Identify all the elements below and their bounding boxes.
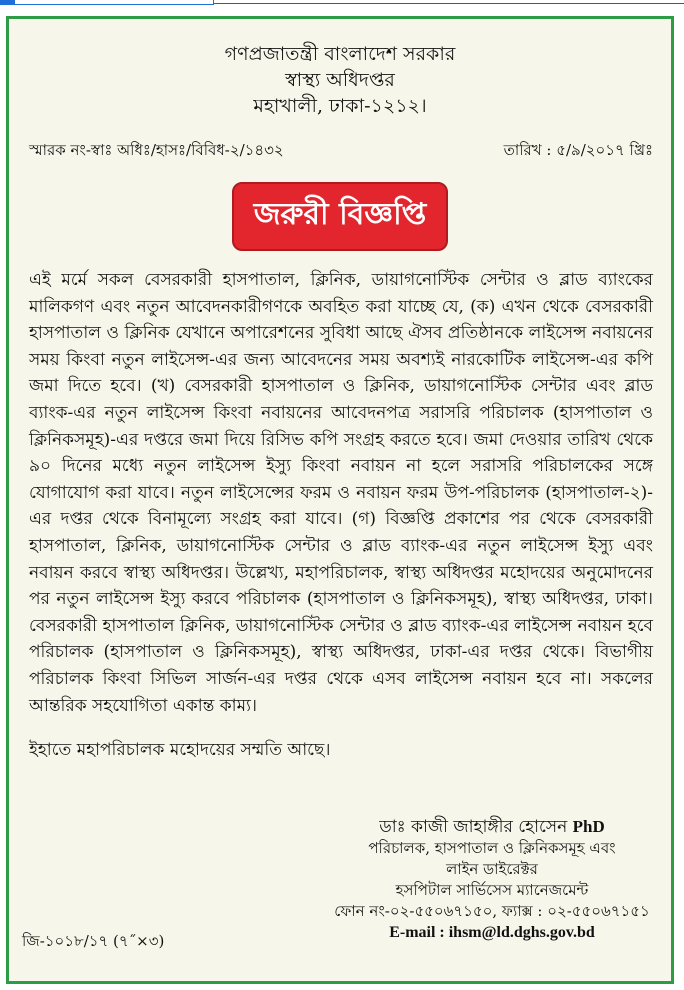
- notice-body: এই মর্মে সকল বেসরকারী হাসপাতাল, ক্লিনিক, ডায়াগনোস্টিক সেন্টার ও ব্লাড ব্যাংকের মালিকগণ এবং নতুন আবেদনকারীগণকে অবহিত করা যাচ্ছে যে, (ক) এখন থেকে বেসরকারী হাসপাতাল ও ক্লিনিক যেখানে অপারেশনের সুবিধা আছে ঐসব প্রতিষ্ঠানকে লাইসেন্স নবায়নের সময় কিংবা নতুন লাইসেন্স-এর জন্য আবেদনের সময় অবশ্যই নারকোটিক লাইসেন্স-এর কপি জমা দিতে হবে। (খ) বেসরকারী হাসপাতাল ও ক্লিনিক, ডায়াগনোস্টিক সেন্টার এবং ব্লাড ব্যাংক-এর নতুন লাইসেন্স কিংবা নবায়নের আবেদনপত্র সরাসরি পরিচালক (হাসপাতাল ও ক্লিনিকসমূহ)-এর দপ্তরে জমা দিয়ে রিসিভ কপি সংগ্রহ করতে হবে। জমা দেওয়ার তারিখ থেকে ৯০ দিনের মধ্যে নতুন লাইসেন্স ইস্যু কিংবা নবায়ন না হলে সরাসরি পরিচালকের সঙ্গে যোগাযোগ করা যাবে। নতুন লাইসেন্সের ফরম ও নবায়ন ফরম উপ-পরিচালক (হাসপাতাল-২)-এর দপ্তর থেকে বিনামূল্যে সংগ্রহ করা যাবে। (গ) বিজ্ঞপ্তি প্রকাশের পর থেকে বেসরকারী হাসপাতাল, ক্লিনিক, ডায়াগনোস্টিক সেন্টার ও ব্লাড ব্যাংক-এর নতুন লাইসেন্স ইস্যু এবং নবায়ন করবে স্বাস্থ্য অধিদপ্তর। উল্লেখ্য, মহাপরিচালক, স্বাস্থ্য অধিদপ্তর মহোদয়ের অনুমোদনের পর নতুন লাইসেন্স ইস্যু করবে পরিচালক (হাসপাতাল ও ক্লিনিকসমূহ), স্বাস্থ্য অধিদপ্তর, ঢাকা। বেসরকারী হাসপাতাল ক্লিনিক, ডায়াগনোস্টিক সেন্টার ও ব্লাড ব্যাংক-এর লাইসেন্স নবায়ন হবে পরিচালক (হাসপাতাল ও ক্লিনিকসমূহ), স্বাস্থ্য অধিদপ্তর, ঢাকা-এর দপ্তর থেকে। বিভাগীয় পরিচালক কিংবা সিভিল সার্জন-এর দপ্তর থেকে এসব লাইসেন্স নবায়ন হবে না। সকলের আন্তরিক সহযোগিতা একান্ত কাম্য।: [29, 270, 653, 716]
- title-banner-wrap: [9, 182, 671, 251]
- top-strip: [0, 0, 684, 8]
- signatory-title-1: পরিচালক, হাসপাতাল ও ক্লিনিকসমূহ এবং: [368, 839, 616, 857]
- department-name: স্বাস্থ্য অধিদপ্তর: [285, 69, 395, 91]
- signatory-name: ডাঃ কাজী জাহাঙ্গীর হোসেন: [379, 817, 568, 837]
- signatory-title-3: হসপিটাল সার্ভিসেস ম্যানেজমেন্ট: [395, 881, 589, 899]
- top-strip-line: [214, 3, 684, 4]
- urgent-notice-title: জরুরী বিজ্ঞপ্তি: [232, 182, 449, 251]
- signatory-degree: PhD: [572, 817, 605, 836]
- header: [9, 41, 671, 119]
- government-name: গণপ্রজাতন্ত্রী বাংলাদেশ সরকার: [224, 43, 456, 65]
- top-strip-tab: [0, 0, 214, 5]
- contact-email: E-mail : ihsm@ld.dghs.gov.bd: [389, 924, 595, 941]
- signature-block: [322, 816, 662, 943]
- signatory-name-line: [322, 816, 662, 838]
- memo-reference: স্মারক নং-স্বাঃ অধিঃ/হাসঃ/বিবিধ-২/১৪৩২: [29, 141, 284, 159]
- memo-date: তারিখ : ৫/৯/২০১৭ খ্রিঃ: [503, 141, 653, 159]
- office-address: মহাখালী, ঢাকা-১২১২।: [253, 95, 427, 117]
- signatory-title-2: লাইন ডাইরেক্টর: [446, 860, 538, 878]
- contact-phone: ফোন নং-০২-৫৫০৬৭১৫০, ফ্যাক্স : ০২-৫৫০৬৭১৫১: [334, 902, 650, 920]
- ad-code: জি-১০১৮/১৭ (৭˝×৩): [22, 932, 165, 950]
- consent-line: ইহাতে মহাপরিচালক মহোদয়ের সম্মতি আছে।: [29, 740, 331, 761]
- memo-row: [29, 139, 653, 164]
